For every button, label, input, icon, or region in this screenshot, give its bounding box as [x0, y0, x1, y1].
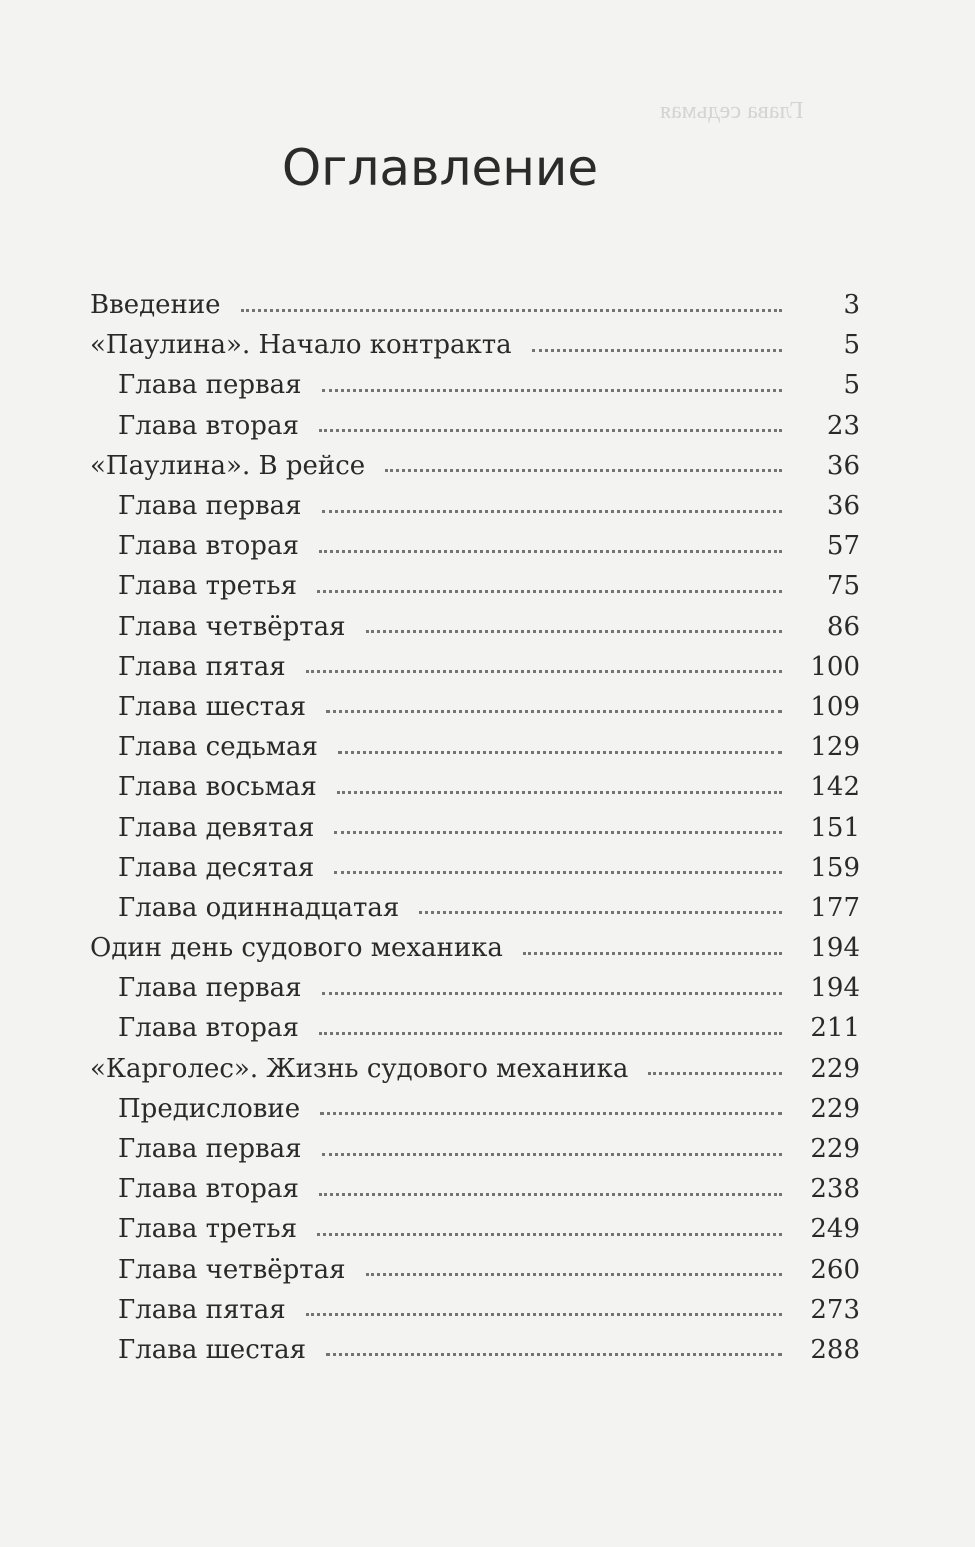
leader-dots [334, 871, 782, 874]
toc-entry-page: 129 [810, 732, 860, 763]
toc-entry [90, 888, 860, 928]
toc-entry [90, 1129, 860, 1169]
toc-entry-page: 288 [810, 1334, 860, 1365]
toc-entry [90, 1250, 860, 1290]
toc-entry-label: Глава пятая [90, 1295, 294, 1325]
toc-entry-page: 260 [810, 1254, 860, 1285]
leader-dots [306, 1313, 782, 1316]
leader-dots [306, 670, 782, 673]
toc-entry-page: 273 [810, 1294, 860, 1325]
toc-entry [90, 1049, 860, 1089]
toc-entry-page: 194 [810, 933, 860, 964]
leader-dots [241, 309, 782, 312]
toc-entry [90, 848, 860, 888]
leader-dots [322, 992, 782, 995]
toc-entry-label: Глава третья [90, 1214, 305, 1244]
toc-entry [90, 526, 860, 566]
toc-entry-page: 3 [843, 290, 860, 321]
toc-entry-label: Глава первая [90, 491, 310, 521]
toc-entry-label: Глава вторая [90, 531, 307, 561]
toc-entry-label: Глава четвёртая [90, 612, 354, 642]
leader-dots [317, 1233, 782, 1236]
toc-entry [90, 647, 860, 687]
leader-dots [532, 349, 782, 352]
toc-entry-label: Глава первая [90, 1134, 310, 1164]
toc-entry [90, 1330, 860, 1370]
toc-entry-label: Предисловие [90, 1094, 308, 1124]
toc-entry-label: Глава девятая [90, 813, 322, 843]
toc-entry [90, 767, 860, 807]
toc-entry [90, 285, 860, 325]
leader-dots [366, 630, 782, 633]
toc-entry [90, 1209, 860, 1249]
toc-entry-label: Глава седьмая [90, 732, 326, 762]
toc-entry-page: 57 [826, 531, 860, 562]
toc-entry-page: 23 [826, 410, 860, 441]
toc-entry [90, 687, 860, 727]
toc-entry-page: 249 [810, 1214, 860, 1245]
bleed-through-header: Глава седьмая [660, 98, 804, 124]
toc-entry-page: 229 [810, 1134, 860, 1165]
leader-dots [334, 831, 782, 834]
toc-entry-page: 36 [826, 491, 860, 522]
leader-dots [319, 429, 782, 432]
table-of-contents [90, 285, 860, 1370]
toc-entry-label: Глава первая [90, 370, 310, 400]
toc-entry-page: 109 [810, 691, 860, 722]
leader-dots [385, 469, 782, 472]
toc-entry-label: «Карголес». Жизнь судового механика [90, 1054, 636, 1084]
toc-entry-label: Глава четвёртая [90, 1255, 354, 1285]
toc-entry-label: Глава восьмая [90, 772, 325, 802]
toc-entry-page: 5 [843, 370, 860, 401]
toc-entry-page: 177 [810, 892, 860, 923]
toc-entry-label: «Паулина». В рейсе [90, 451, 373, 481]
toc-entry-label: Один день судового механика [90, 933, 511, 963]
toc-entry-page: 238 [810, 1174, 860, 1205]
leader-dots [317, 590, 782, 593]
toc-entry [90, 1089, 860, 1129]
toc-entry-page: 229 [810, 1053, 860, 1084]
toc-entry-label: Глава десятая [90, 853, 322, 883]
toc-entry [90, 1169, 860, 1209]
toc-entry-page: 151 [810, 812, 860, 843]
leader-dots [320, 1112, 782, 1115]
toc-entry-page: 75 [826, 571, 860, 602]
toc-entry [90, 325, 860, 365]
leader-dots [322, 389, 782, 392]
toc-entry [90, 928, 860, 968]
toc-entry-label: «Паулина». Начало контракта [90, 330, 520, 360]
toc-entry [90, 406, 860, 446]
page-title: Оглавление [281, 138, 599, 197]
leader-dots [648, 1072, 782, 1075]
toc-entry [90, 727, 860, 767]
toc-entry-label: Глава пятая [90, 652, 294, 682]
toc-entry [90, 1008, 860, 1048]
toc-entry [90, 607, 860, 647]
leader-dots [319, 1193, 782, 1196]
toc-entry-label: Введение [90, 290, 229, 320]
toc-entry-page: 159 [810, 852, 860, 883]
toc-entry-page: 229 [810, 1093, 860, 1124]
toc-entry [90, 365, 860, 405]
leader-dots [319, 550, 782, 553]
toc-entry-label: Глава одиннадцатая [90, 893, 407, 923]
toc-entry [90, 807, 860, 847]
toc-entry-label: Глава первая [90, 973, 310, 1003]
toc-entry-page: 86 [826, 611, 860, 642]
toc-entry-label: Глава третья [90, 571, 305, 601]
toc-entry [90, 566, 860, 606]
leader-dots [319, 1032, 782, 1035]
leader-dots [337, 791, 782, 794]
toc-entry-label: Глава вторая [90, 411, 307, 441]
toc-entry [90, 446, 860, 486]
toc-entry-label: Глава вторая [90, 1013, 307, 1043]
toc-entry-page: 142 [810, 772, 860, 803]
leader-dots [322, 510, 782, 513]
toc-entry-label: Глава вторая [90, 1174, 307, 1204]
leader-dots [419, 911, 782, 914]
toc-entry-page: 100 [810, 651, 860, 682]
toc-entry [90, 968, 860, 1008]
toc-entry-page: 194 [810, 973, 860, 1004]
toc-entry [90, 1290, 860, 1330]
leader-dots [326, 1353, 782, 1356]
toc-entry-page: 5 [843, 330, 860, 361]
toc-entry [90, 486, 860, 526]
toc-entry-page: 211 [810, 1013, 860, 1044]
leader-dots [366, 1273, 782, 1276]
leader-dots [338, 751, 782, 754]
toc-entry-label: Глава шестая [90, 692, 314, 722]
toc-entry-label: Глава шестая [90, 1335, 314, 1365]
leader-dots [322, 1153, 782, 1156]
leader-dots [326, 710, 782, 713]
leader-dots [523, 952, 782, 955]
toc-entry-page: 36 [826, 450, 860, 481]
